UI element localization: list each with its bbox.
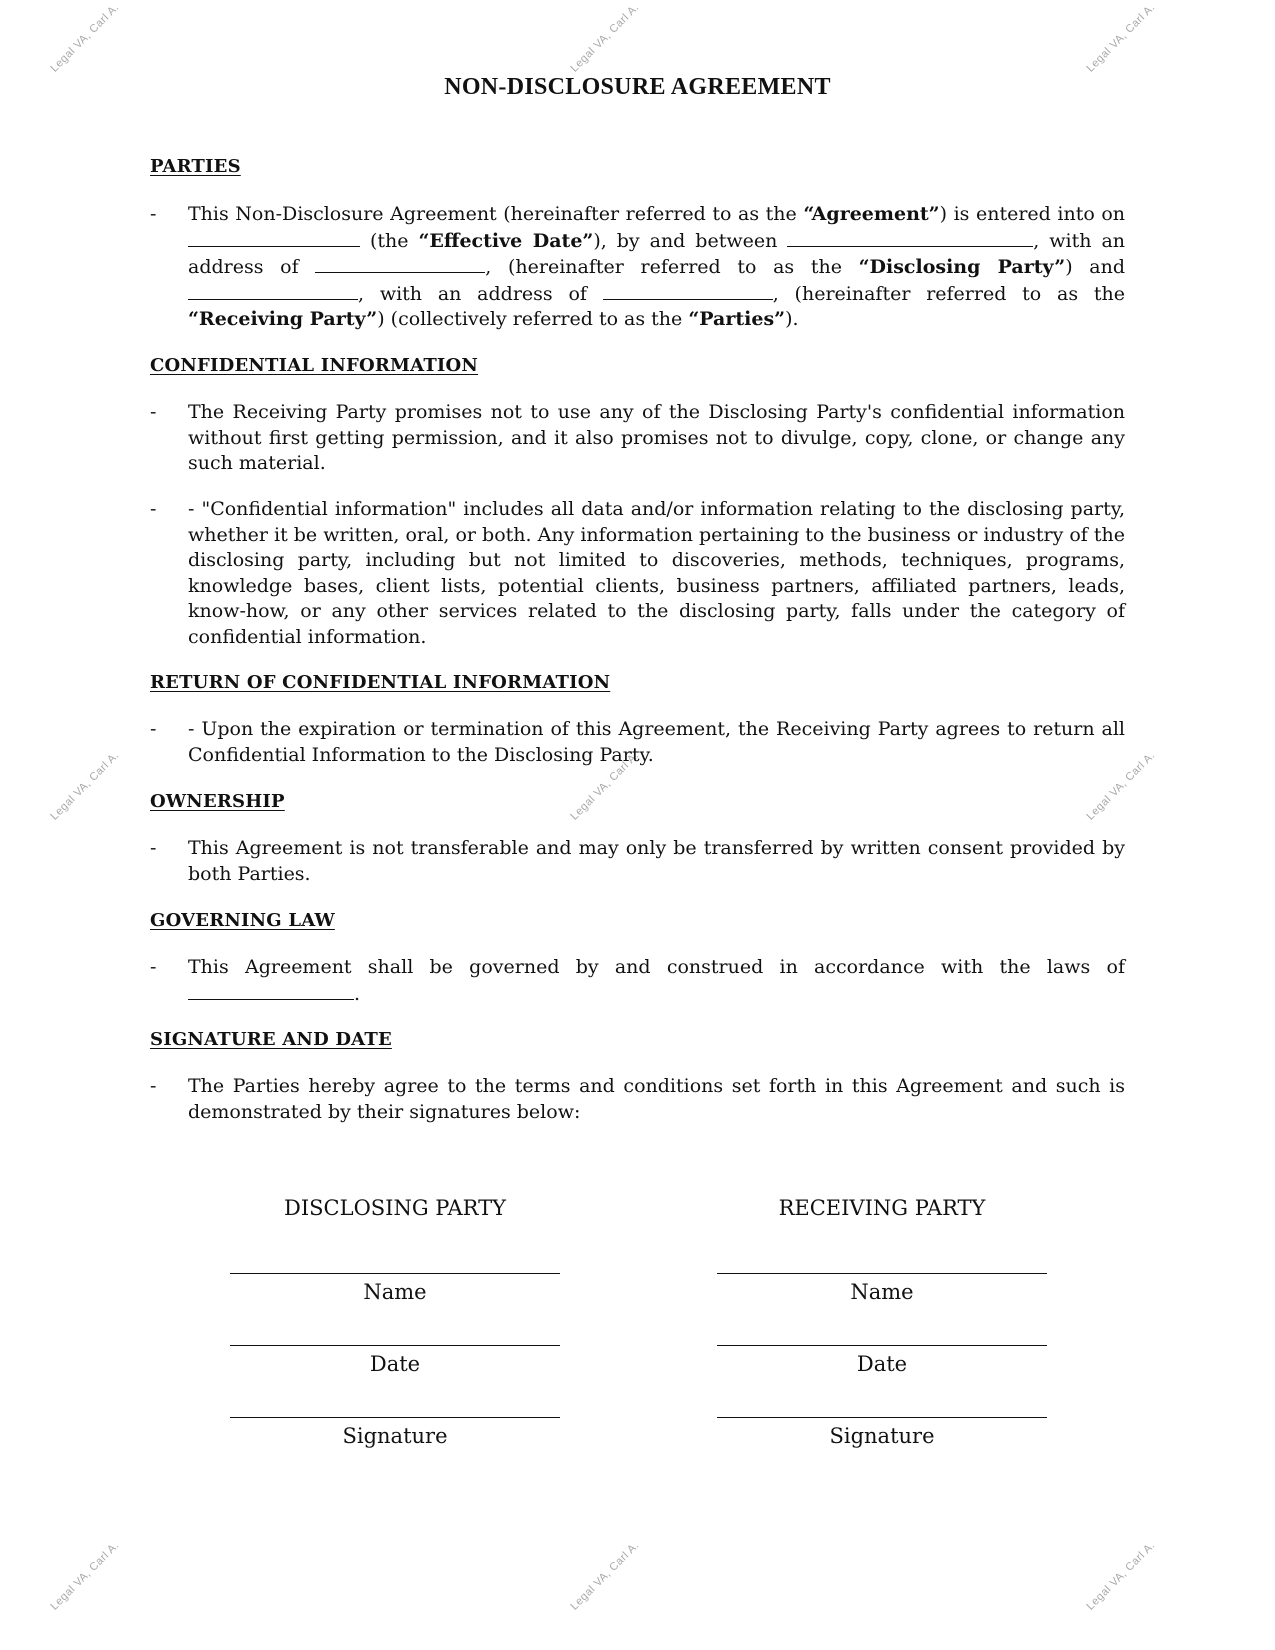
defined-term-disclosing-party: “Disclosing Party” — [858, 256, 1066, 278]
governing-law-jurisdiction-blank[interactable] — [188, 981, 354, 1000]
watermark: Legal VA, Carl A. — [568, 1539, 642, 1613]
disclosing-signature-line[interactable] — [230, 1416, 560, 1418]
defined-term-receiving-party: “Receiving Party” — [188, 308, 378, 330]
section-heading-governing-law: GOVERNING LAW — [150, 910, 335, 931]
disclosing-date-label: Date — [369, 1352, 421, 1376]
confidential-paragraph-1 — [150, 400, 1125, 477]
text-run: ), by and between — [593, 229, 788, 252]
ownership-text: This Agreement is not transferable and may only be transferred by written consent provided by both Parties. — [188, 837, 1125, 885]
return-paragraph — [150, 717, 1125, 768]
governing-law-text — [188, 955, 1125, 1007]
text-run: This Non-Disclosure Agreement (hereinafter referred to as the — [188, 203, 804, 225]
receiving-date-line[interactable] — [717, 1344, 1047, 1346]
disclosing-date-line[interactable] — [230, 1344, 560, 1346]
confidential-text-1: The Receiving Party promises not to use any of the Disclosing Party's confidential information without first getting permission, and it also promises not to divulge, copy, clone, or change any such material. — [188, 401, 1125, 474]
bullet-dash: - — [150, 837, 157, 859]
watermark: Legal VA, Carl A. — [568, 749, 642, 823]
receiving-name-line[interactable] — [717, 1272, 1047, 1274]
bullet-dash: - — [150, 1075, 157, 1097]
receiving-date-label: Date — [856, 1352, 908, 1376]
receiving-party-name-blank[interactable] — [188, 281, 358, 300]
parties-text — [188, 202, 1125, 333]
watermark: Legal VA, Carl A. — [48, 1, 122, 75]
ownership-paragraph — [150, 836, 1125, 887]
watermark: Legal VA, Carl A. — [1084, 1539, 1158, 1613]
section-heading-ownership: OWNERSHIP — [150, 791, 285, 812]
text-run: , with an address of — [358, 282, 603, 305]
effective-date-blank[interactable] — [188, 228, 360, 247]
bullet-dash: - — [150, 956, 157, 978]
disclosing-name-label: Name — [363, 1280, 427, 1304]
text-run: , (hereinafter referred to as the — [772, 282, 1125, 305]
signature-text: The Parties hereby agree to the terms and conditions set forth in this Agreement and such is demonstrated by their signatures below: — [188, 1075, 1125, 1123]
defined-term-parties: “Parties” — [688, 308, 786, 330]
text-run: (the — [360, 229, 419, 252]
receiving-party-signature-block — [712, 1190, 1052, 1450]
bullet-dash: - — [150, 401, 157, 423]
text-run: ) (collectively referred to as the — [377, 308, 689, 330]
confidential-text-2: - "Confidential information" includes all data and/or information relating to the disclosing party, whether it be written, oral, or both. Any information pertaining to the business or industry of the disclosing party, including but not limited to discoveries, methods, techniques, programs, knowledge bases, client lists, potential clients, business partners, affiliated partners, leads, know-how, or any other services related to the disclosing party, falls under the category of confidential information. — [188, 498, 1125, 648]
defined-term-agreement: “Agreement” — [803, 203, 940, 225]
defined-term-effective-date: “Effective Date” — [418, 229, 594, 252]
section-heading-signature: SIGNATURE AND DATE — [150, 1029, 392, 1050]
watermark: Legal VA, Carl A. — [568, 1, 642, 75]
watermark: Legal VA, Carl A. — [48, 1539, 122, 1613]
watermark: Legal VA, Carl A. — [1084, 749, 1158, 823]
receiving-party-address-blank[interactable] — [603, 281, 773, 300]
disclosing-signature-label: Signature — [342, 1424, 448, 1448]
parties-paragraph — [150, 202, 1125, 333]
text-run: ) is entered into on — [939, 203, 1125, 225]
disclosing-party-name-blank[interactable] — [787, 228, 1033, 247]
text-run: , (hereinafter referred to as the — [485, 256, 859, 278]
disclosing-name-line[interactable] — [230, 1272, 560, 1274]
confidential-paragraph-2 — [150, 497, 1125, 650]
text-run: ). — [785, 308, 799, 330]
signature-paragraph — [150, 1074, 1125, 1125]
bullet-dash: - — [150, 498, 157, 520]
text-run: ) and — [1065, 256, 1125, 278]
disclosing-party-address-blank[interactable] — [315, 254, 485, 273]
disclosing-party-heading: DISCLOSING PARTY — [284, 1196, 506, 1220]
text-run: This Agreement shall be governed by and construed in accordance with the laws of — [188, 956, 1125, 978]
governing-law-paragraph — [150, 955, 1125, 1007]
watermark: Legal VA, Carl A. — [48, 749, 122, 823]
watermark: Legal VA, Carl A. — [1084, 1, 1158, 75]
section-heading-return: RETURN OF CONFIDENTIAL INFORMATION — [150, 672, 611, 693]
bullet-dash: - — [150, 203, 157, 225]
receiving-name-label: Name — [850, 1280, 914, 1304]
section-heading-parties: PARTIES — [150, 156, 241, 177]
text-run: . — [354, 982, 361, 1005]
receiving-party-heading: RECEIVING PARTY — [778, 1196, 986, 1220]
receiving-signature-line[interactable] — [717, 1416, 1047, 1418]
receiving-signature-label: Signature — [829, 1424, 935, 1448]
document-title: NON-DISCLOSURE AGREEMENT — [444, 74, 831, 100]
disclosing-party-signature-block — [225, 1190, 565, 1450]
section-heading-confidential: CONFIDENTIAL INFORMATION — [150, 355, 479, 376]
text-run: , with an address of — [188, 229, 1126, 278]
return-text: - Upon the expiration or termination of this Agreement, the Receiving Party agrees to return all Confidential Information to the Disclosing Party. — [188, 718, 1125, 766]
bullet-dash: - — [150, 718, 157, 740]
